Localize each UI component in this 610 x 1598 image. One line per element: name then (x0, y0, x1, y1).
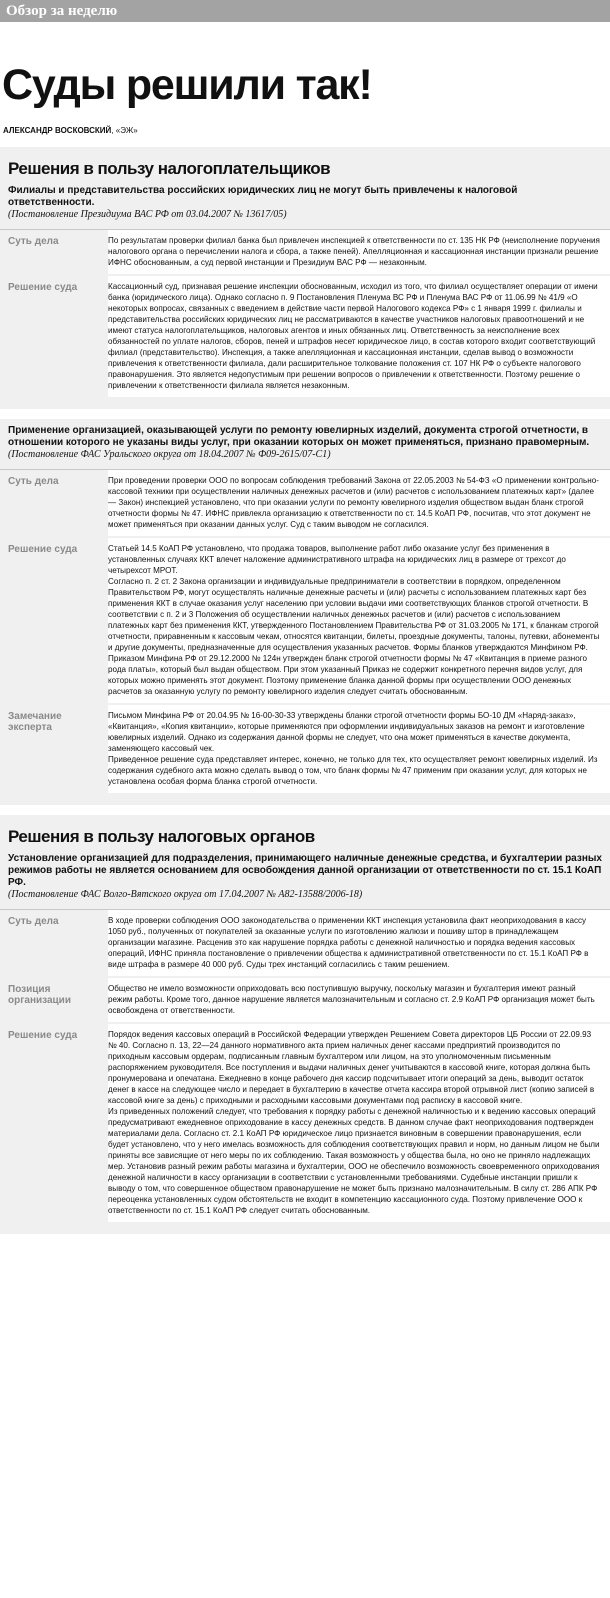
case-row (0, 229, 610, 274)
category-bar (0, 0, 610, 22)
row-text: Кассационный суд, признавая решение инспекции обоснованным, исходил из того, что филиал осуществляет операции от имени банка (юридического лица). Однако согласно п. 9 Постановления Пленума ВС РФ и Пленума ВАС РФ от 11.06.99 № 41/9 «О некоторых вопросах, связанных с введением в действие части первой Налогового кодекса РФ» с 1 января 1999 г. филиалы и представительства российских юридических лиц не рассматриваются в качестве участников налоговых правоотношений и не имеют статуса налогоплательщиков, налоговых агентов и иных обязанных лиц. Ответственность за неисполнение всех обязанностей по уплате налогов, сборов, пеней и штрафов несет юридическое лицо, в состав которого входит соответствующий филиал (представительство). Инспекция, а также апелляционная и кассационная инстанции, сделав вывод о возможности привлечения к ответственности филиала, дали расширительное толкование положения ст. 107 НК РФ о субъекте налогового правонарушения. Это является недопустимым при решении вопросов о привлечении к ответственности. Поэтому решение о привлечении к ответственности филиала является незаконным. (108, 282, 598, 390)
case-row (0, 978, 610, 1022)
case-reference: (Постановление ФАС Волго-Вятского округа от 17.04.2007 № А82-13588/2006-18) (8, 889, 363, 900)
row-text: Порядок ведения кассовых операций в Российской Федерации утвержден Решением Совета директоров ЦБ России от 22.09.93 № 40. Согласно п. 13, 22—24 данного нормативного акта прием наличных денег кассами предприятий производится по приходным кассовым ордерам, подписанным главным бухгалтером или лицом, на это уполномоченным письменным распоряжением руководителя. Все поступления и выдачи наличных денег учитываются в кассовой книге, которая должна быть пронумерована и опечатана. Ежедневно в конце рабочего дня кассир подсчитывает итоги операций за день, выводит остаток денег в кассе на следующее число и передает в бухгалтерию в качестве отчета кассира второй отрывной лист (копию записей в кассовой книге за день) с приходными и расходными кассовыми документами под расписку в кассовой книге. Из приведенных положений следует, что требования к порядку работы с денежной наличностью и к ведению кассовых операций предусматривают ежедневное оприходование в кассу денежных средств. В данном случае факт неоприходования подтвержден материалами дела. Согласно ст. 2.1 КоАП РФ юридическое лицо признается виновным в совершении правонарушения, если будет установлено, что у него имелась возможность для соблюдения соответствующих правил и норм, но данным лицом не были приняты все зависящие от него меры по их соблюдению. Такая возможность у общества была, но оно не приняло надлежащих мер. Установив разный режим работы магазина и бухгалтерии, ООО не обеспечило возможность своевременного оприходования денежной наличности в кассу организации в соответствии с установленными требованиями. Судебные инстанции пришли к выводу о том, что совершенное обществом правонарушение не может быть признано малозначительным. В силу ст. 286 АПК РФ переоценка установленных судом обстоятельств не входит в компетенцию кассационного суда. Поэтому привлечение ООО к ответственности по ст. 15.1 КоАП РФ следует считать обоснованным. (108, 1030, 600, 1215)
row-label: Суть дела (0, 910, 108, 976)
case-row (0, 276, 610, 397)
case-row (0, 705, 610, 793)
row-label: Суть дела (0, 470, 108, 536)
case-title: Филиалы и представительства российских юридических лиц не могут быть привлечены к налоговой ответственности. (8, 185, 518, 208)
case-block (0, 179, 610, 409)
row-text: По результатам проверки филиал банка был привлечен инспекцией к ответственности по ст. 135 НК РФ (неисполнение поручения налогового органа о перечислении налога и сбора, а также пеней). Апелляционная и кассационная инстанции признали решение ИФНС обоснованным, а суд первой инстанции и Президиум ВАС РФ — незаконным. (108, 236, 600, 267)
row-label: Позиция организации (0, 978, 108, 1022)
author-source: , «ЭЖ» (111, 126, 138, 135)
section-title: Решения в пользу налоговых органов (0, 815, 610, 847)
case-reference: (Постановление ФАС Уральского округа от 18.04.2007 № Ф09-2615/07-С1) (8, 449, 331, 460)
author-line (3, 126, 610, 135)
case-title: Установление организацией для подразделения, принимающего наличные денежные средства, и бухгалтерии разных режимов работы не является основанием для освобождения данной организации от ответственности по ст. 15.1 КоАП РФ. (8, 853, 602, 888)
row-label: Решение суда (0, 276, 108, 397)
category-label: Обзор за неделю (6, 3, 118, 19)
section-title: Решения в пользу налогоплательщиков (0, 147, 610, 179)
case-row (0, 909, 610, 976)
case-row (0, 1024, 610, 1222)
author-name: АЛЕКСАНДР ВОСКОВСКИЙ (3, 126, 112, 135)
case-row (0, 469, 610, 536)
row-text: Общество не имело возможности оприходовать всю поступившую выручку, поскольку магазин и бухгалтерия имеют разный режим работы. Кроме того, данное нарушение является малозначительным и согласно ст. 2.9 КоАП РФ организация может быть освобождена от ответственности. (108, 984, 595, 1015)
row-label: Суть дела (0, 230, 108, 274)
row-text: Письмом Минфина РФ от 20.04.95 № 16-00-30-33 утверждены бланки строгой отчетности формы БО-10 ДМ «Наряд-заказ», «Квитанция», «Копия квитанции», которые применяются при оформлении индивидуальных заказов на ремонт и изготовление ювелирных изделий. Однако из содержания данной формы не следует, что она может применяться в качестве документа, заменяющего кассовый чек. Приведенное решение суда представляет интерес, конечно, не только для тех, кто осуществляет ремонт ювелирных изделий. Из содержания судебного акта можно сделать вывод о том, что бланк формы № 47 применим при оказании услуг, для которых не установлена особая форма бланка строгой отчетности. (108, 711, 598, 786)
case-reference: (Постановление Президиума ВАС РФ от 03.04.2007 № 13617/05) (8, 209, 287, 220)
case-title: Применение организацией, оказывающей услуги по ремонту ювелирных изделий, документа строгой отчетности, в отношении которого не указаны виды услуг, при оказании которых он может применяться, признано правомерным. (8, 425, 590, 448)
row-text: В ходе проверки соблюдения ООО законодательства о применении ККТ инспекция установила факт неоприходования в кассу 1050 руб., полученных от покупателей за оказанные услуги по изготовлению жалюзи и пошиву штор в принадлежащем организации магазине. Расценив это как нарушение порядка работы с денежной наличностью и порядка ведения кассовых операций, ИФНС приняла постановление о привлечении общества к административной ответственности по ст. 15.1 КоАП РФ в виде штрафа в размере 40 000 руб. Суды трех инстанций согласились с таким решением. (108, 916, 589, 969)
case-row (0, 538, 610, 703)
page-title: Суды решили так! (2, 61, 372, 109)
divider (0, 805, 610, 815)
row-label: Замечание эксперта (0, 705, 108, 793)
divider (0, 409, 610, 419)
case-block (0, 419, 610, 805)
row-text: При проведении проверки ООО по вопросам соблюдения требований Закона от 22.05.2003 № 54-ФЗ «О применении контрольно-кассовой техники при осуществлении наличных денежных расчетов и (или) расчетов с использованием платежных карт» (далее — Закон) инспекцией установлено, что при оказании услуги по ремонту ювелирного изделия обществом выдан бланк строгой отчетности формы № 47. ИФНС привлекла организацию к ответственности по ст. 14.5 КоАП РФ, посчитав, что этот документ не может применяться при оказании данных услуг. Суд с таким выводом не согласился. (108, 476, 599, 529)
row-label: Решение суда (0, 1024, 108, 1222)
row-label: Решение суда (0, 538, 108, 703)
case-block (0, 847, 610, 1234)
row-text: Статьей 14.5 КоАП РФ установлено, что продажа товаров, выполнение работ либо оказание услуг без применения в установленных случаях ККТ влечет наложение административного штрафа на юридических лиц в размере от трехсот до четырехсот МРОТ. Согласно п. 2 ст. 2 Закона организации и индивидуальные предприниматели в соответствии в порядком, определенном Правительством РФ, могут осуществлять наличные денежные расчеты и (или) расчеты с использованием платежных карт без применения ККТ в случае оказания услуг населению при условии выдачи ими соответствующих бланков строгой отчетности. В соответствии с п. 2 и 3 Положения об осуществлении наличных денежных расчетов и (или) расчетов с использованием платежных карт без применения ККТ, утвержденного Постановлением Правительства РФ от 31.03.2005 № 171, к бланкам строгой отчетности, приравненным к кассовым чекам, относятся квитанции, билеты, проездные документы, талоны, путевки, абонементы и другие документы, предназначенные для осуществления указанных расчетов. Формы бланков утверждаются Минфином РФ. Приказом Минфина РФ от 29.12.2000 № 124н утвержден бланк строгой отчетности формы № 47 «Квитанция в приеме разного рода платы», который был выдан обществом. При этом указанный Приказ не содержит конкретного перечня видов услуг, для которых можно применять этот документ. Поэтому применение бланка данной формы при осуществлении ООО денежных расчетов за оказанную услугу по ремонту ювелирного изделия следует считать обоснованным. (108, 544, 600, 696)
